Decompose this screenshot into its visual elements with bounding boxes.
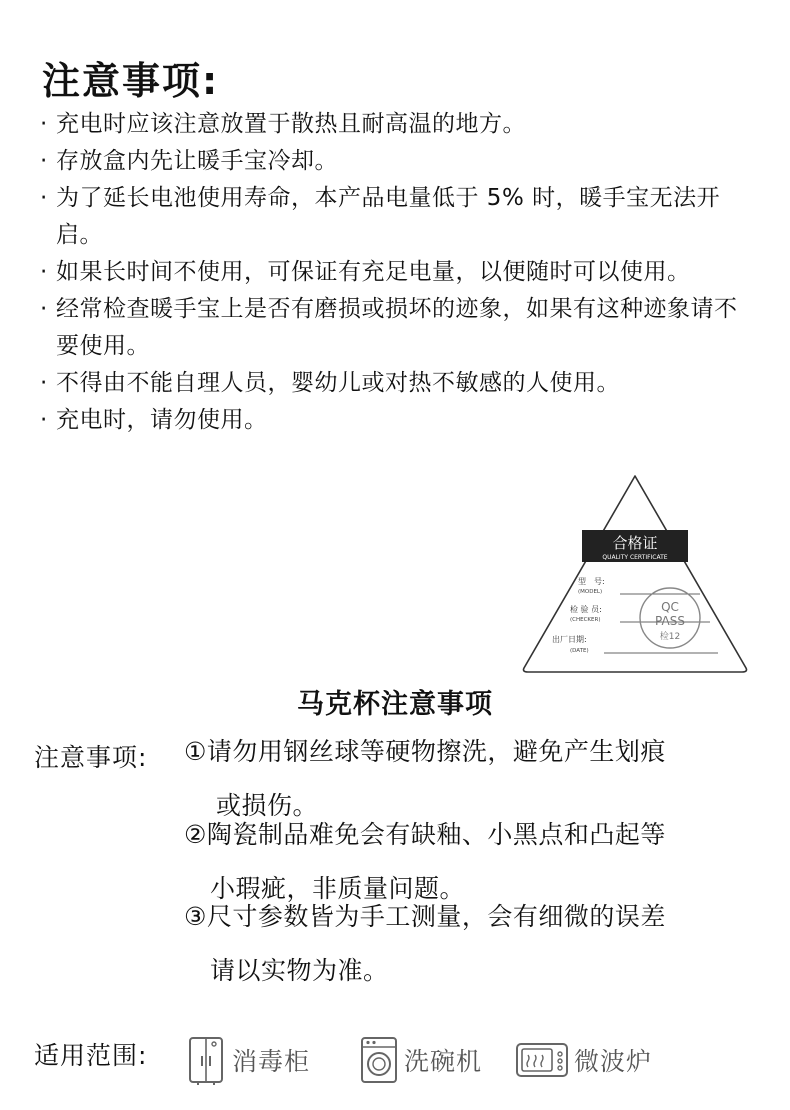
quality-certificate — [520, 472, 750, 674]
mug-item — [184, 890, 764, 998]
notice-item — [40, 254, 760, 291]
notice-title: 注意事项: — [42, 59, 220, 103]
bullet: · — [40, 370, 48, 396]
scope-app — [184, 1032, 310, 1088]
mug-item-text: ②陶瓷制品难免会有缺釉、小黑点和凸起等 — [184, 820, 666, 849]
disinfection-cabinet-icon — [184, 1034, 228, 1086]
scope-app — [356, 1032, 482, 1088]
stamp-pass: PASS — [655, 614, 685, 628]
notice-item — [40, 106, 760, 143]
bullet: · — [40, 296, 48, 322]
notice-text: 为了延长电池使用寿命，本产品电量低于 5% 时，暖手宝无法开启。 — [56, 185, 721, 248]
bullet: · — [40, 148, 48, 174]
model-label: 型 号: — [578, 577, 605, 586]
bullet: · — [40, 259, 48, 285]
certificate-subtitle: QUALITY CERTIFICATE — [602, 554, 668, 561]
notice-item — [40, 365, 760, 402]
notice-text: 充电时，请勿使用。 — [56, 407, 268, 433]
bullet: · — [40, 407, 48, 433]
mug-item-continuation: 或损伤。 — [216, 791, 319, 820]
dishwasher-icon — [356, 1034, 400, 1086]
notice-item — [40, 402, 760, 439]
microwave-icon — [514, 1034, 570, 1086]
stamp-qc: QC — [661, 600, 679, 614]
date-label: 出厂日期: — [552, 635, 587, 644]
bullet: · — [40, 185, 48, 211]
notice-item — [40, 291, 760, 365]
certificate-title: 合格证 — [612, 534, 658, 552]
model-en: (MODEL) — [578, 589, 603, 595]
notice-text: 如果长时间不使用，可保证有充足电量，以便随时可以使用。 — [56, 259, 691, 285]
notice-item — [40, 180, 760, 254]
stamp-inspector: 检12 — [659, 632, 681, 642]
notice-text: 充电时应该注意放置于散热且耐高温的地方。 — [56, 111, 526, 137]
checker-en: (CHECKER) — [570, 617, 601, 623]
scope-app-name: 微波炉 — [574, 1047, 653, 1076]
notice-item — [40, 143, 760, 180]
mug-item-text: ③尺寸参数皆为手工测量，会有细微的误差 — [184, 902, 666, 931]
scope-label: 适用范围: — [34, 1041, 148, 1070]
bullet: · — [40, 111, 48, 137]
scope-app — [514, 1032, 652, 1088]
mug-item-text: ①请勿用钢丝球等硬物擦洗，避免产生划痕 — [184, 737, 666, 766]
notice-text: 存放盒内先让暖手宝冷却。 — [56, 148, 338, 174]
notice-list — [40, 106, 760, 439]
scope-app-name: 消毒柜 — [232, 1047, 311, 1076]
mug-item-continuation: 小瑕疵，非质量问题。 — [210, 874, 466, 903]
scope-app-name: 洗碗机 — [404, 1047, 483, 1076]
notice-text: 经常检查暖手宝上是否有磨损或损坏的迹象，如果有这种迹象请不要使用。 — [56, 296, 738, 359]
checker-label: 检 验 员: — [570, 605, 602, 614]
notice-text: 不得由不能自理人员，婴幼儿或对热不敏感的人使用。 — [56, 370, 620, 396]
mug-item-continuation: 请以实物为准。 — [210, 956, 389, 985]
mug-notice-label: 注意事项: — [34, 743, 148, 772]
usage-scope — [34, 1026, 754, 1090]
date-en: (DATE) — [570, 648, 589, 654]
mug-title: 马克杯注意事项 — [297, 689, 493, 720]
